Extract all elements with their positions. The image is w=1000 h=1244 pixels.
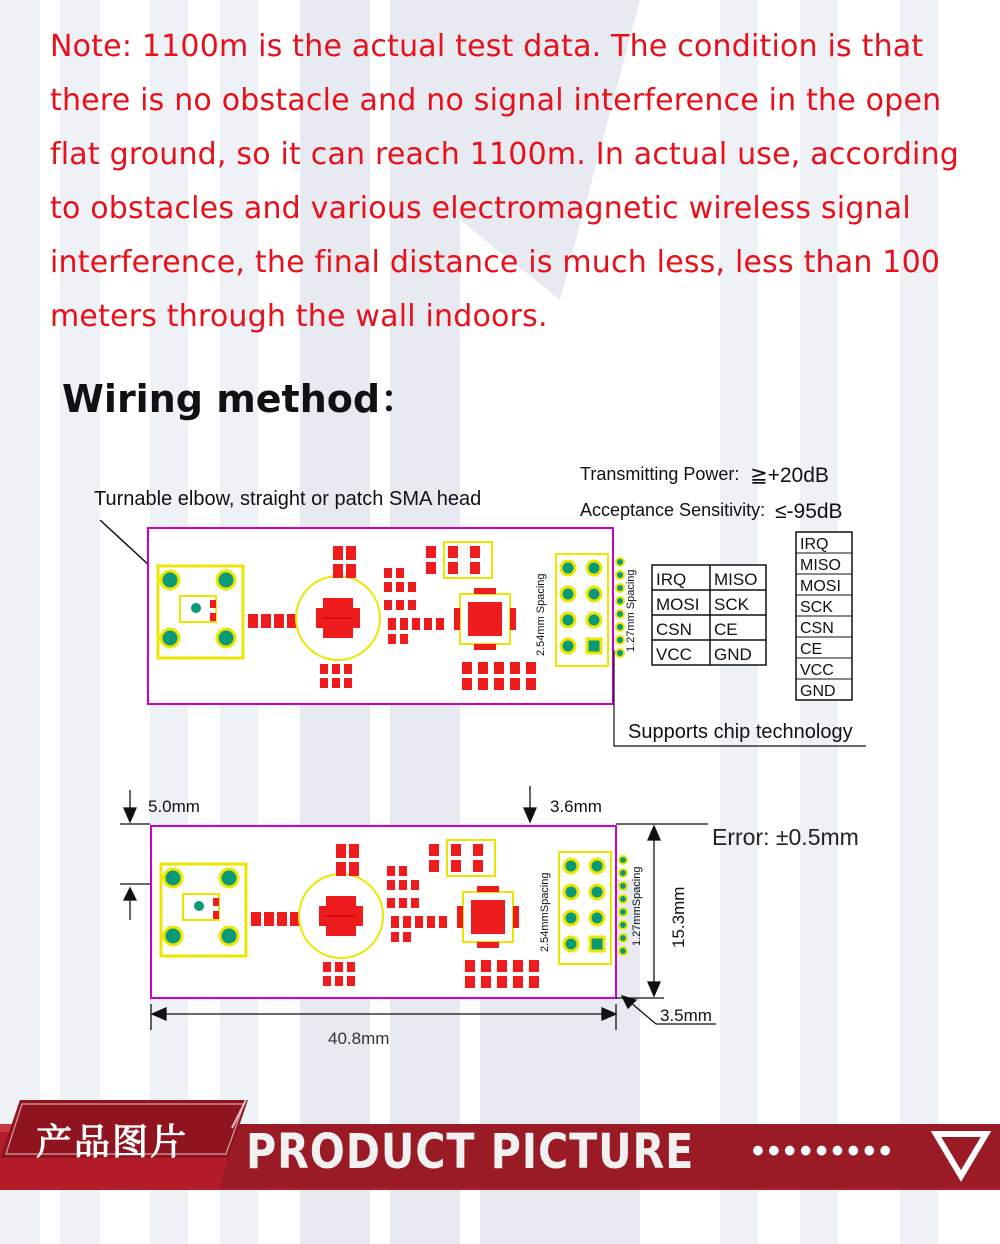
- error-label: Error: ±0.5mm: [712, 824, 859, 850]
- pin-col-sck: SCK: [800, 599, 833, 616]
- distance-note: Note: 1100m is the actual test data. The condition is that there is no obstacle and no signal interference in the open flat ground, so it can reach 1100m. In actual use, according to obstacles and various electromagnetic wireless signal interference, the final distance is much less, less than 100 meters through the wall indoors.: [50, 29, 960, 334]
- pin-csn: CSN: [656, 620, 692, 639]
- pin-col-miso: MISO: [800, 557, 841, 574]
- tx-power-label: Transmitting Power:: [580, 464, 740, 484]
- pin-col-irq: IRQ: [800, 536, 829, 553]
- banner-cn-title: 产品图片: [36, 1122, 189, 1163]
- pin-table: [652, 565, 766, 665]
- pin-vcc: VCC: [656, 645, 692, 664]
- pin-col-gnd: GND: [800, 683, 836, 700]
- pin-gnd: GND: [714, 645, 752, 664]
- pin-col-csn: CSN: [800, 620, 834, 637]
- dim-40-8mm: 40.8mm: [328, 1029, 390, 1048]
- pcb-module-bottom: [151, 826, 627, 998]
- tx-power-value: ≧+20dB: [750, 464, 829, 487]
- dim-15-3mm: 15.3mm: [669, 886, 688, 948]
- sensitivity-label: Acceptance Sensitivity:: [580, 500, 766, 520]
- dim-3-5mm: 3.5mm: [660, 1006, 712, 1025]
- pin-irq: IRQ: [656, 570, 687, 589]
- dim-3-6mm: 3.6mm: [550, 797, 602, 816]
- pcb-module-top: [148, 528, 624, 704]
- sma-head-label: Turnable elbow, straight or patch SMA head: [94, 488, 482, 510]
- pin-col-mosi: MOSI: [800, 578, 841, 595]
- banner-en-title: PRODUCT PICTURE: [246, 1124, 695, 1180]
- sensitivity-value: ≤-95dB: [775, 500, 843, 523]
- pin-col-vcc: VCC: [800, 662, 834, 679]
- pin-miso: MISO: [714, 570, 758, 589]
- pin-ce: CE: [714, 620, 738, 639]
- spacing-127-label-bottom: 1.27mmSpacing: [631, 866, 643, 946]
- banner-dots: •••••••••: [752, 1132, 896, 1170]
- pin-mosi: MOSI: [656, 595, 700, 614]
- spacing-127-label-top: 1.27mm Spacing: [625, 569, 637, 652]
- wiring-method-title: Wiring method：: [62, 377, 419, 421]
- chip-support-label: Supports chip technology: [628, 721, 853, 743]
- pin-col-ce: CE: [800, 641, 823, 658]
- spacing-254-label-bottom: 2.54mmSpacing: [539, 872, 551, 952]
- pin-sck: SCK: [714, 595, 749, 614]
- dim-5mm: 5.0mm: [148, 797, 200, 816]
- spacing-254-label-top: 2.54mm Spacing: [535, 573, 547, 656]
- pin-column: [796, 532, 852, 700]
